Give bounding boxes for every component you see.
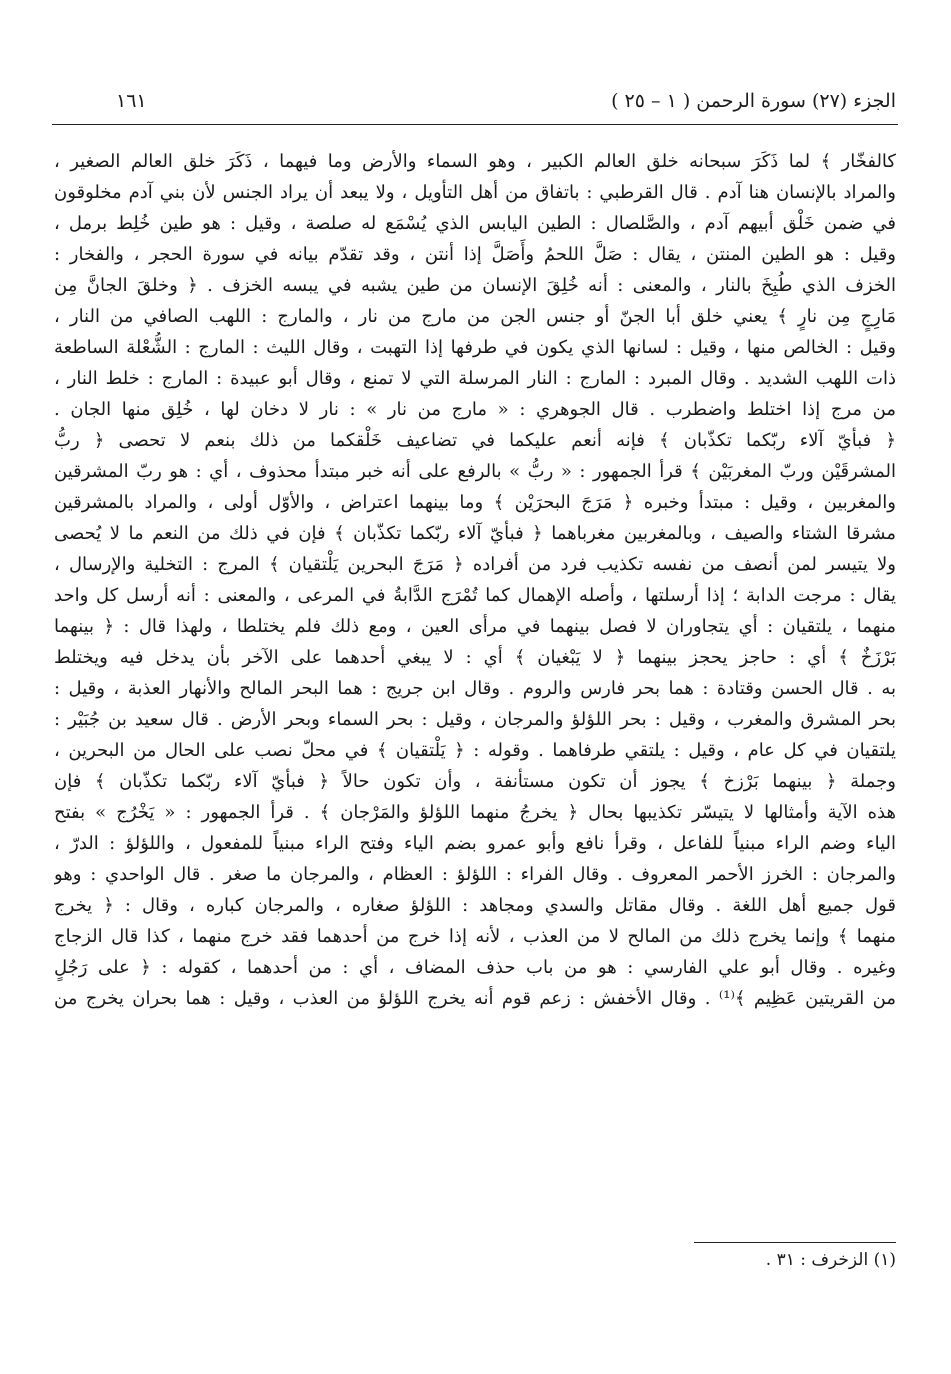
header-divider [52,124,898,125]
text-line: يقال : مرجت الدابة ؛ إذا أرسلتها ، وأصله الإهمال كما تُمْرَج الدَّابةُ في المرعى ، والمعنى : أنه أرسل كل واحد [54,585,896,606]
text-line: والمرجان : الخرز الأحمر المعروف . وقال الفراء : اللؤلؤ : العظام ، والمرجان ما صغر . قال الواحدي : وهو [54,864,896,885]
text-line: مَارِجٍ مِن نارٍ ﴾ يعني خلق أبا الجنّ أو جنس الجن من مارج من نار ، والمارج : اللهب الصافي من النار ، [54,306,896,327]
text-line: وقيل : هو الطين المنتن ، يقال : صَلَّ اللحمُ وأَصَلَّ إذا أنتن ، وقد تقدّم بيانه في سورة الحجر ، والفخار : [54,244,896,265]
text-line: به . قال الحسن وقتادة : هما بحر فارس والروم . وقال ابن جريج : هما البحر المالح والأنهار العذبة ، وقيل : [54,678,896,699]
text-line: ﴿ فبأيّ آلاء ربّكما تكذّبان ﴾ فإنه أنعم عليكما في تضاعيف خَلْقكما من ذلك بنعم لا تحصى ﴿ ربُّ [54,430,896,451]
text-line: والمغربين ، وقيل : مبتدأ وخبره ﴿ مَرَجَ البحرَيْن ﴾ وما بينهما اعتراض ، والأوّل أولى ، والمراد بالمشرقين [54,492,896,513]
text-line: كالفخّار ﴾ لما ذَكَرَ سبحانه خلق العالم الكبير ، وهو السماء والأرض وما فيهما ، ذَكَرَ خلق العالم الصغير ، [54,151,896,172]
footnote: (١) الزخرف : ٣١ . [765,1250,896,1270]
header-title: الجزء (٢٧) سورة الرحمن ( ١ – ٢٥ ) [611,90,896,112]
text-line: وقيل : الخالص منها ، وقيل : لسانها الذي يكون في طرفها إذا التهبت ، وقال الليث : المارج : الشُّعْلة الساطعة [54,337,896,358]
text-line: هذه الآية وأمثالها لا يتيسّر تكذيبها بحال ﴿ يخرجُ منهما اللؤلؤ والمَرْجان ﴾ . قرأ الجمهور : « يَخْرُج » بفتح [54,802,896,823]
text-line: في ضمن خَلْق أبيهم آدم ، والصَّلصال : الطين اليابس الذي يُسْمَع له صلصة ، وقيل : هو طين خُلِط برمل ، [54,213,896,234]
text-line: مشرقا الشتاء والصيف ، وبالمغربين مغرباهما ﴿ فبأيّ آلاء ربّكما تكذّبان ﴾ فإن في ذلك من النعم ما لا يُحصى [54,523,896,544]
text-line: وجملة ﴿ بينهما بَرْزخ ﴾ يجوز أن تكون مستأنفة ، وأن تكون حالاً ﴿ فبأيّ آلاء ربّكما تكذّبان ﴾ فإن [54,771,896,792]
body-text [54,146,896,1014]
text-line: ذات اللهب الشديد . وقال المبرد : المارج : النار المرسلة التي لا تمنع ، وقال أبو عبيدة : المارج : خلط النار ، [54,368,896,389]
footnote-divider [694,1242,896,1243]
text-line: الياء وضم الراء مبنياً للفاعل ، وقرأ نافع وأبو عمرو بضم الياء وفتح الراء مبنياً للمفعول ، واللؤلؤ : الدرّ ، [54,833,896,854]
running-header [116,90,896,120]
text-line: منهما ، يلتقيان : أي يتجاوران لا فصل بينهما في مرأى العين ، ومع ذلك فلم يختلطا ، ولهذا قال : ﴿ بينهما [54,616,896,637]
text-line: المشرقَيْن وربّ المغربَيْن ﴾ قرأ الجمهور : « ربُّ » بالرفع على أنه خبر مبتدأ محذوف ، أي : هو ربّ المشرقين [54,461,896,482]
text-line: من مرج إذا اختلط واضطرب . قال الجوهري : « مارج من نار » : نار لا دخان لها ، خُلِق منها الجان . [54,399,896,420]
text-line: بحر المشرق والمغرب ، وقيل : بحر اللؤلؤ والمرجان ، وقيل : بحر السماء وبحر الأرض . قال سعيد بن جُبَيْر : [54,709,896,730]
text-line: قول جميع أهل اللغة . وقال مقاتل والسدي ومجاهد : اللؤلؤ صغاره ، والمرجان كباره ، وقال : ﴿ يخرج [54,895,896,916]
page-number: ١٦١ [116,90,147,112]
text-line: وغيره . وقال أبو علي الفارسي : هو من باب حذف المضاف ، أي : من أحدهما ، كقوله : ﴿ على رَجُلٍ [54,957,896,978]
text-line: ولا يتيسر لمن أنصف من نفسه تكذيب فرد من أفراده ﴿ مَرَجَ البحرين يَلْتقيان ﴾ المرج : التخلية والإرسال ، [54,554,896,575]
text-line: يلتقيان في كل عام ، وقيل : يلتقي طرفاهما . وقوله : ﴿ يَلْتقيان ﴾ في محلّ نصب على الحال من البحرين ، [54,740,896,761]
text-line: الخزف الذي طُبِخَ بالنار ، والمعنى : أنه خُلِقَ الإنسان من طين يشبه في يبسه الخزف . ﴿ وخلقَ الجانَّ مِن [54,275,896,296]
text-line: بَرْزَخٌ ﴾ أي : حاجز يحجز بينهما ﴿ لا يَبْغيان ﴾ أي : لا يبغي أحدهما على الآخر بأن يدخل فيه ويختلط [54,647,896,668]
text-line: منهما ﴾ وإنما يخرج ذلك من المالح لا من العذب ، لأنه إذا خرج من أحدهما فقد خرج منهما ، كذا قال الزجاج [54,926,896,947]
text-line: من القريتين عَظِيم ﴾⁽¹⁾ . وقال الأخفش : زعم قوم أنه يخرج اللؤلؤ من العذب ، وقيل : هما بحران يخرج من [54,988,896,1009]
text-line: والمراد بالإنسان هنا آدم . قال القرطبي : باتفاق من أهل التأويل ، ولا يبعد أن يراد الجنس لأن بني آدم مخلوقون [54,182,896,203]
